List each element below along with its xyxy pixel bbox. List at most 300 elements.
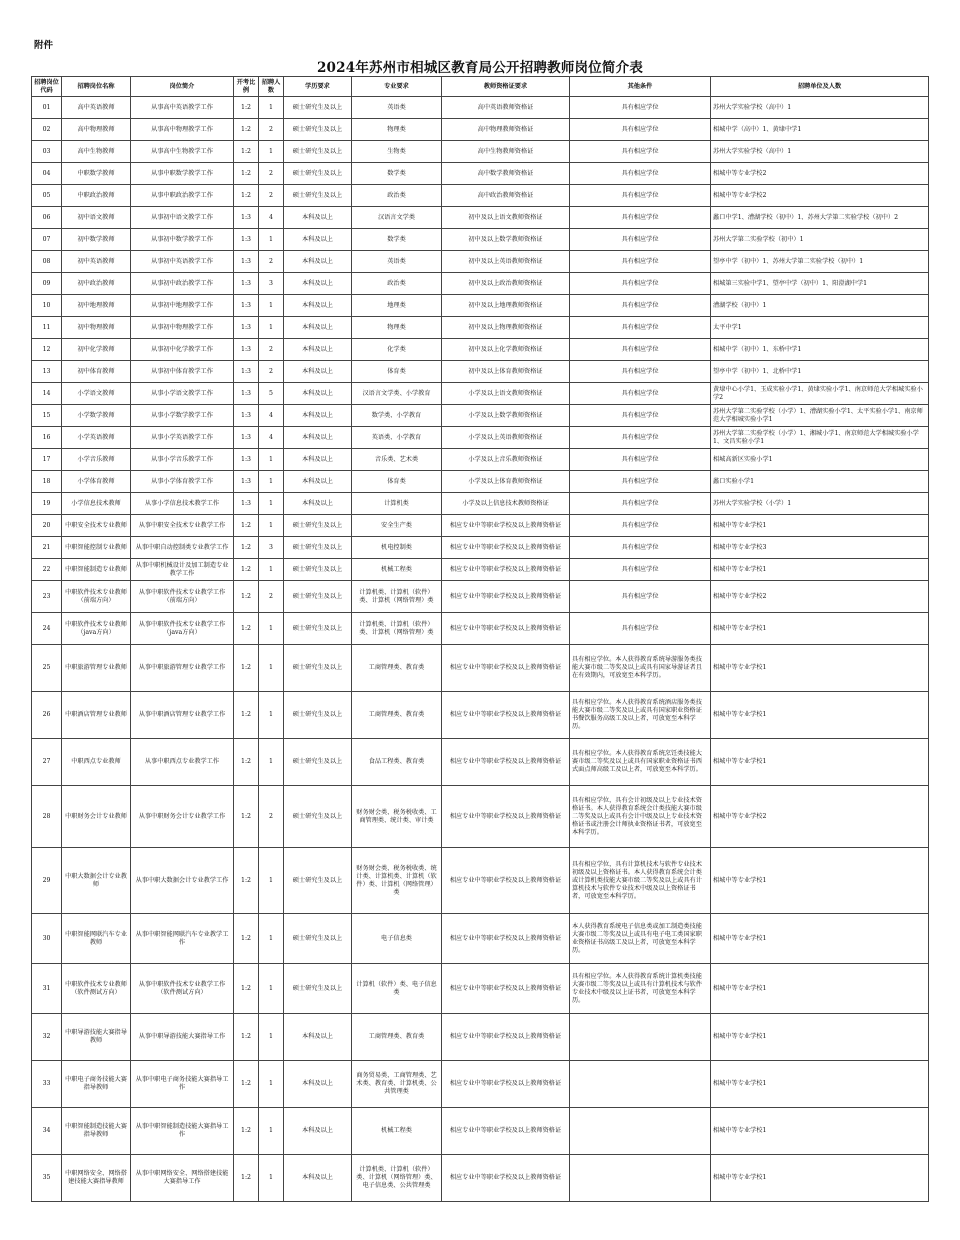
table-row <box>32 1061 929 1108</box>
cell-education: 本科及以上 <box>284 229 352 251</box>
cell-education: 硕士研究生及以上 <box>284 964 352 1014</box>
cell-other-conditions: 具有相应学位 <box>570 339 711 361</box>
cell-post-code: 17 <box>32 449 62 471</box>
cell-headcount: 2 <box>259 163 284 185</box>
cell-hiring-units: 相城中等专业学校1 <box>711 692 929 739</box>
cell-headcount: 1 <box>259 559 284 581</box>
cell-teacher-certificate: 高中物理教师资格证 <box>442 119 570 141</box>
table-row <box>32 273 929 295</box>
cell-teacher-certificate: 相应专业中等职业学校及以上教师资格证 <box>442 581 570 613</box>
cell-exam-ratio: 1:3 <box>234 361 259 383</box>
cell-exam-ratio: 1:2 <box>234 559 259 581</box>
table-row <box>32 339 929 361</box>
cell-teacher-certificate: 高中政治教师资格证 <box>442 185 570 207</box>
cell-other-conditions: 具有相应学位。本人获得教育系统导游服务类技能大赛市级二等奖及以上或具有国家导游证者且在有效期内，可放宽至本科学历。 <box>570 645 711 692</box>
cell-post-code: 02 <box>32 119 62 141</box>
cell-post-name: 中职大数据会计专业教师 <box>62 848 131 914</box>
cell-headcount: 1 <box>259 914 284 964</box>
cell-major: 汉语言文学类 <box>352 207 442 229</box>
cell-post-description: 从事中职数学教学工作 <box>131 163 234 185</box>
cell-hiring-units: 相城中等专业学校1 <box>711 1061 929 1108</box>
cell-teacher-certificate: 初中及以上数学教师资格证 <box>442 229 570 251</box>
cell-hiring-units: 望亭中学（初中）1、苏州大学第二实验学校（初中）1 <box>711 251 929 273</box>
cell-exam-ratio: 1:3 <box>234 471 259 493</box>
cell-exam-ratio: 1:3 <box>234 207 259 229</box>
header-education: 学历要求 <box>284 77 352 97</box>
cell-post-name: 中职数学教师 <box>62 163 131 185</box>
cell-post-name: 中职智能控制专业教师 <box>62 537 131 559</box>
cell-headcount: 2 <box>259 581 284 613</box>
cell-other-conditions: 具有相应学位 <box>570 317 711 339</box>
cell-exam-ratio: 1:2 <box>234 613 259 645</box>
cell-exam-ratio: 1:3 <box>234 405 259 427</box>
cell-education: 硕士研究生及以上 <box>284 581 352 613</box>
cell-teacher-certificate: 相应专业中等职业学校及以上教师资格证 <box>442 645 570 692</box>
table-row <box>32 786 929 848</box>
cell-post-code: 22 <box>32 559 62 581</box>
cell-post-description: 从事中职西点专业教学工作 <box>131 739 234 786</box>
cell-other-conditions: 具有相应学位 <box>570 273 711 295</box>
cell-major: 商务贸易类、工商管理类、艺术类、教育类、计算机类、公共管理类 <box>352 1061 442 1108</box>
cell-hiring-units: 相城中等专业学校1 <box>711 1155 929 1202</box>
cell-post-name: 初中数学教师 <box>62 229 131 251</box>
cell-post-name: 中职西点专业教师 <box>62 739 131 786</box>
cell-education: 硕士研究生及以上 <box>284 163 352 185</box>
cell-post-code: 13 <box>32 361 62 383</box>
cell-hiring-units: 相城中等专业学校2 <box>711 185 929 207</box>
cell-education: 本科及以上 <box>284 1061 352 1108</box>
cell-other-conditions: 具有相应学位 <box>570 405 711 427</box>
table-row <box>32 471 929 493</box>
cell-hiring-units: 苏州大学实验学校（高中）1 <box>711 141 929 163</box>
cell-exam-ratio: 1:2 <box>234 848 259 914</box>
cell-post-description: 从事中职导游技能大赛指导工作 <box>131 1014 234 1061</box>
cell-post-name: 小学英语教师 <box>62 427 131 449</box>
recruitment-table <box>31 76 929 1202</box>
cell-post-code: 27 <box>32 739 62 786</box>
header-headcount: 招聘人数 <box>259 77 284 97</box>
cell-exam-ratio: 1:2 <box>234 1061 259 1108</box>
cell-education: 本科及以上 <box>284 295 352 317</box>
cell-headcount: 1 <box>259 493 284 515</box>
cell-teacher-certificate: 高中英语教师资格证 <box>442 97 570 119</box>
cell-other-conditions: 具有相应学位 <box>570 613 711 645</box>
cell-exam-ratio: 1:3 <box>234 229 259 251</box>
cell-other-conditions: 具有相应学位 <box>570 141 711 163</box>
cell-headcount: 3 <box>259 273 284 295</box>
cell-exam-ratio: 1:2 <box>234 163 259 185</box>
cell-post-code: 34 <box>32 1108 62 1155</box>
cell-post-description: 从事中职财务会计专业教学工作 <box>131 786 234 848</box>
cell-other-conditions: 具有相应学位 <box>570 449 711 471</box>
cell-major: 工商管理类、教育类 <box>352 692 442 739</box>
cell-education: 硕士研究生及以上 <box>284 739 352 786</box>
cell-post-name: 初中政治教师 <box>62 273 131 295</box>
cell-teacher-certificate: 相应专业中等职业学校及以上教师资格证 <box>442 848 570 914</box>
cell-post-description: 从事高中生物教学工作 <box>131 141 234 163</box>
cell-other-conditions: 具有相应学位。本人获得教育系统烹饪类技能大赛市级二等奖及以上或具有国家职业资格证书西式面点师高级工及以上者，可放宽至本科学历。 <box>570 739 711 786</box>
cell-headcount: 2 <box>259 339 284 361</box>
cell-major: 计算机类、计算机（软件）类、计算机（网络管理）类、电子信息类、公共管理类 <box>352 1155 442 1202</box>
cell-exam-ratio: 1:2 <box>234 914 259 964</box>
cell-major: 生物类 <box>352 141 442 163</box>
cell-post-code: 09 <box>32 273 62 295</box>
cell-major: 机械工程类 <box>352 559 442 581</box>
cell-exam-ratio: 1:2 <box>234 692 259 739</box>
cell-headcount: 1 <box>259 739 284 786</box>
cell-post-name: 中职软件技术专业教师（软件测试方向） <box>62 964 131 1014</box>
cell-post-name: 小学数学教师 <box>62 405 131 427</box>
cell-post-name: 中职旅游管理专业教师 <box>62 645 131 692</box>
cell-post-name: 中职电子商务技能大赛指导教师 <box>62 1061 131 1108</box>
cell-teacher-certificate: 初中及以上化学教师资格证 <box>442 339 570 361</box>
cell-headcount: 1 <box>259 141 284 163</box>
cell-post-name: 小学语文教师 <box>62 383 131 405</box>
cell-headcount: 1 <box>259 1061 284 1108</box>
cell-hiring-units: 蠡口中学1、漕湖学校（初中）1、苏州大学第二实验学校（初中）2 <box>711 207 929 229</box>
cell-headcount: 1 <box>259 613 284 645</box>
cell-education: 硕士研究生及以上 <box>284 141 352 163</box>
cell-hiring-units: 相城中等专业学校1 <box>711 1108 929 1155</box>
cell-teacher-certificate: 初中及以上语文教师资格证 <box>442 207 570 229</box>
cell-post-name: 中职智能制造技能大赛指导教师 <box>62 1108 131 1155</box>
cell-post-name: 中职财务会计专业教师 <box>62 786 131 848</box>
cell-post-code: 07 <box>32 229 62 251</box>
cell-headcount: 1 <box>259 229 284 251</box>
table-row <box>32 185 929 207</box>
cell-post-code: 30 <box>32 914 62 964</box>
cell-post-description: 从事中职大数据会计专业教学工作 <box>131 848 234 914</box>
cell-headcount: 1 <box>259 1014 284 1061</box>
cell-education: 本科及以上 <box>284 361 352 383</box>
cell-post-description: 从事初中数学教学工作 <box>131 229 234 251</box>
cell-education: 硕士研究生及以上 <box>284 537 352 559</box>
cell-major: 政治类 <box>352 273 442 295</box>
cell-post-name: 高中物理教师 <box>62 119 131 141</box>
cell-post-code: 24 <box>32 613 62 645</box>
cell-hiring-units: 苏州大学第二实验学校（小学）1、湘城小学1、南京师范大学相城实验小学1、文昌实验小学1 <box>711 427 929 449</box>
cell-post-description: 从事中职酒店管理专业教学工作 <box>131 692 234 739</box>
cell-teacher-certificate: 初中及以上政治教师资格证 <box>442 273 570 295</box>
cell-post-name: 初中化学教师 <box>62 339 131 361</box>
table-row <box>32 1014 929 1061</box>
cell-post-description: 从事中职旅游管理专业教学工作 <box>131 645 234 692</box>
cell-hiring-units: 相城中等专业学校2 <box>711 581 929 613</box>
cell-education: 本科及以上 <box>284 427 352 449</box>
cell-post-code: 06 <box>32 207 62 229</box>
table-header-row <box>32 77 929 97</box>
cell-other-conditions <box>570 1014 711 1061</box>
cell-education: 本科及以上 <box>284 493 352 515</box>
cell-education: 本科及以上 <box>284 1155 352 1202</box>
header-other-conditions: 其他条件 <box>570 77 711 97</box>
cell-exam-ratio: 1:2 <box>234 581 259 613</box>
cell-teacher-certificate: 小学及以上英语教师资格证 <box>442 427 570 449</box>
cell-major: 安全生产类 <box>352 515 442 537</box>
cell-post-description: 从事小学信息技术教学工作 <box>131 493 234 515</box>
cell-other-conditions: 具有相应学位 <box>570 427 711 449</box>
cell-other-conditions: 具有相应学位 <box>570 163 711 185</box>
cell-post-code: 35 <box>32 1155 62 1202</box>
cell-hiring-units: 蠡口实验小学1 <box>711 471 929 493</box>
cell-post-code: 04 <box>32 163 62 185</box>
cell-other-conditions: 具有相应学位 <box>570 251 711 273</box>
cell-post-code: 26 <box>32 692 62 739</box>
cell-post-code: 29 <box>32 848 62 914</box>
cell-exam-ratio: 1:2 <box>234 515 259 537</box>
cell-exam-ratio: 1:2 <box>234 1108 259 1155</box>
cell-teacher-certificate: 相应专业中等职业学校及以上教师资格证 <box>442 559 570 581</box>
cell-teacher-certificate: 高中数学教师资格证 <box>442 163 570 185</box>
cell-post-description: 从事中职智能网联汽车专业教学工作 <box>131 914 234 964</box>
cell-education: 硕士研究生及以上 <box>284 914 352 964</box>
cell-post-code: 10 <box>32 295 62 317</box>
cell-teacher-certificate: 相应专业中等职业学校及以上教师资格证 <box>442 1014 570 1061</box>
cell-hiring-units: 苏州大学实验学校（高中）1 <box>711 97 929 119</box>
cell-other-conditions: 具有相应学位 <box>570 97 711 119</box>
cell-other-conditions: 具有相应学位 <box>570 295 711 317</box>
cell-hiring-units: 相城中学（初中）1、东桥中学1 <box>711 339 929 361</box>
table-row <box>32 361 929 383</box>
cell-major: 音乐类、艺术类 <box>352 449 442 471</box>
cell-major: 物理类 <box>352 317 442 339</box>
cell-post-code: 03 <box>32 141 62 163</box>
cell-major: 物理类 <box>352 119 442 141</box>
cell-education: 本科及以上 <box>284 405 352 427</box>
cell-headcount: 2 <box>259 251 284 273</box>
cell-exam-ratio: 1:2 <box>234 645 259 692</box>
cell-hiring-units: 相城中等专业学校1 <box>711 914 929 964</box>
cell-teacher-certificate: 初中及以上地理教师资格证 <box>442 295 570 317</box>
cell-education: 硕士研究生及以上 <box>284 786 352 848</box>
cell-headcount: 4 <box>259 427 284 449</box>
cell-education: 硕士研究生及以上 <box>284 97 352 119</box>
cell-hiring-units: 黄埭中心小学1、玉成实验小学1、黄埭实验小学1、南京师范大学相城实验小学2 <box>711 383 929 405</box>
cell-major: 英语类、小学教育 <box>352 427 442 449</box>
cell-major: 英语类 <box>352 97 442 119</box>
cell-exam-ratio: 1:3 <box>234 273 259 295</box>
cell-post-description: 从事初中体育教学工作 <box>131 361 234 383</box>
cell-other-conditions: 具有相应学位 <box>570 559 711 581</box>
cell-headcount: 1 <box>259 692 284 739</box>
cell-post-name: 中职软件技术专业教师（java方向） <box>62 613 131 645</box>
cell-major: 工商管理类、教育类 <box>352 1014 442 1061</box>
cell-hiring-units: 相城高新区实验小学1 <box>711 449 929 471</box>
table-row <box>32 1155 929 1202</box>
cell-exam-ratio: 1:3 <box>234 493 259 515</box>
cell-hiring-units: 相城中等专业学校1 <box>711 1014 929 1061</box>
cell-hiring-units: 太平中学1 <box>711 317 929 339</box>
cell-major: 工商管理类、教育类 <box>352 645 442 692</box>
cell-post-description: 从事中职政治教学工作 <box>131 185 234 207</box>
cell-headcount: 1 <box>259 449 284 471</box>
cell-major: 英语类 <box>352 251 442 273</box>
cell-post-description: 从事初中语文教学工作 <box>131 207 234 229</box>
cell-other-conditions: 具有相应学位 <box>570 471 711 493</box>
cell-hiring-units: 相城中学（高中）1、黄埭中学1 <box>711 119 929 141</box>
cell-headcount: 1 <box>259 645 284 692</box>
cell-hiring-units: 苏州大学第二实验学校（小学）1、漕湖实验小学1、太平实验小学1、南京师范大学相城实验小学1 <box>711 405 929 427</box>
cell-major: 机电控制类 <box>352 537 442 559</box>
cell-exam-ratio: 1:2 <box>234 97 259 119</box>
cell-hiring-units: 相城中等专业学校1 <box>711 645 929 692</box>
cell-post-code: 31 <box>32 964 62 1014</box>
table-row <box>32 964 929 1014</box>
cell-education: 本科及以上 <box>284 317 352 339</box>
cell-post-code: 12 <box>32 339 62 361</box>
table-row <box>32 251 929 273</box>
cell-hiring-units: 苏州大学第二实验学校（初中）1 <box>711 229 929 251</box>
table-row <box>32 163 929 185</box>
cell-post-description: 从事中职电子商务技能大赛指导工作 <box>131 1061 234 1108</box>
cell-post-description: 从事初中化学教学工作 <box>131 339 234 361</box>
cell-post-code: 05 <box>32 185 62 207</box>
cell-post-name: 中职软件技术专业教师（前端方向） <box>62 581 131 613</box>
cell-post-description: 从事小学数学教学工作 <box>131 405 234 427</box>
cell-teacher-certificate: 初中及以上英语教师资格证 <box>442 251 570 273</box>
cell-post-name: 中职网络安全、网络搭建技能大赛指导教师 <box>62 1155 131 1202</box>
cell-post-name: 初中地理教师 <box>62 295 131 317</box>
table-row <box>32 559 929 581</box>
cell-hiring-units: 相城中等专业学校1 <box>711 848 929 914</box>
cell-exam-ratio: 1:2 <box>234 786 259 848</box>
cell-headcount: 2 <box>259 119 284 141</box>
cell-post-description: 从事中职机械设计及加工制造专业教学工作 <box>131 559 234 581</box>
cell-post-name: 小学音乐教师 <box>62 449 131 471</box>
cell-post-code: 14 <box>32 383 62 405</box>
cell-other-conditions: 本人获得教育系统电子信息类或加工制造类技能大赛市级二等奖及以上或具有电子电工类国家职业资格证书高级工及以上者，可放宽至本科学历。 <box>570 914 711 964</box>
cell-post-name: 初中英语教师 <box>62 251 131 273</box>
cell-exam-ratio: 1:3 <box>234 295 259 317</box>
cell-exam-ratio: 1:2 <box>234 1014 259 1061</box>
table-row <box>32 739 929 786</box>
table-row <box>32 515 929 537</box>
cell-post-code: 21 <box>32 537 62 559</box>
table-row <box>32 581 929 613</box>
cell-post-description: 从事小学体育教学工作 <box>131 471 234 493</box>
cell-other-conditions: 具有相应学位 <box>570 185 711 207</box>
header-major: 专业要求 <box>352 77 442 97</box>
table-row <box>32 97 929 119</box>
cell-post-description: 从事高中英语教学工作 <box>131 97 234 119</box>
cell-teacher-certificate: 初中及以上物理教师资格证 <box>442 317 570 339</box>
cell-major: 汉语言文学类、小学教育 <box>352 383 442 405</box>
cell-other-conditions <box>570 1155 711 1202</box>
cell-post-name: 中职政治教师 <box>62 185 131 207</box>
cell-teacher-certificate: 相应专业中等职业学校及以上教师资格证 <box>442 739 570 786</box>
cell-teacher-certificate: 相应专业中等职业学校及以上教师资格证 <box>442 537 570 559</box>
cell-hiring-units: 望亭中学（初中）1、北桥中学1 <box>711 361 929 383</box>
cell-exam-ratio: 1:2 <box>234 141 259 163</box>
cell-post-description: 从事初中政治教学工作 <box>131 273 234 295</box>
cell-post-code: 08 <box>32 251 62 273</box>
cell-education: 本科及以上 <box>284 1014 352 1061</box>
cell-education: 本科及以上 <box>284 1108 352 1155</box>
cell-education: 硕士研究生及以上 <box>284 185 352 207</box>
cell-headcount: 3 <box>259 537 284 559</box>
cell-post-name: 初中体育教师 <box>62 361 131 383</box>
table-row <box>32 914 929 964</box>
cell-other-conditions: 具有相应学位 <box>570 581 711 613</box>
cell-teacher-certificate: 初中及以上体育教师资格证 <box>442 361 570 383</box>
cell-post-name: 小学信息技术教师 <box>62 493 131 515</box>
cell-post-description: 从事小学英语教学工作 <box>131 427 234 449</box>
cell-post-description: 从事中职软件技术专业教学工作（java方向） <box>131 613 234 645</box>
cell-post-name: 中职智能制造专业教师 <box>62 559 131 581</box>
cell-post-description: 从事中职软件技术专业教学工作（前端方向） <box>131 581 234 613</box>
cell-other-conditions: 具有相应学位。本人获得教育系统计算机类技能大赛市级二等奖及以上或具有计算机技术与软件专业技术中级及以上证书者，可放宽至本科学历。 <box>570 964 711 1014</box>
table-row <box>32 119 929 141</box>
cell-education: 硕士研究生及以上 <box>284 692 352 739</box>
cell-headcount: 1 <box>259 97 284 119</box>
cell-post-code: 28 <box>32 786 62 848</box>
cell-major: 财务财会类、税务税收类、统计类、计算机类、计算机（软件）类、计算机（网络管理）类 <box>352 848 442 914</box>
cell-headcount: 1 <box>259 848 284 914</box>
cell-post-description: 从事中职网络安全、网络搭建技能大赛指导工作 <box>131 1155 234 1202</box>
cell-post-name: 中职酒店管理专业教师 <box>62 692 131 739</box>
cell-post-code: 33 <box>32 1061 62 1108</box>
cell-post-description: 从事中职智能制造技能大赛指导工作 <box>131 1108 234 1155</box>
cell-major: 体育类 <box>352 361 442 383</box>
table-row <box>32 848 929 914</box>
cell-other-conditions <box>570 1061 711 1108</box>
header-post-description: 岗位简介 <box>131 77 234 97</box>
cell-other-conditions: 具有相应学位 <box>570 515 711 537</box>
cell-major: 计算机类、计算机（软件）类、计算机（网络管理）类 <box>352 613 442 645</box>
cell-major: 数学类 <box>352 163 442 185</box>
header-post-name: 招聘岗位名称 <box>62 77 131 97</box>
cell-post-name: 中职导游技能大赛指导教师 <box>62 1014 131 1061</box>
cell-headcount: 2 <box>259 361 284 383</box>
cell-hiring-units: 相城中等专业学校1 <box>711 964 929 1014</box>
cell-teacher-certificate: 相应专业中等职业学校及以上教师资格证 <box>442 964 570 1014</box>
cell-education: 本科及以上 <box>284 207 352 229</box>
cell-other-conditions: 具有相应学位 <box>570 537 711 559</box>
cell-hiring-units: 相城中等专业学校1 <box>711 613 929 645</box>
cell-teacher-certificate: 小学及以上数学教师资格证 <box>442 405 570 427</box>
cell-major: 体育类 <box>352 471 442 493</box>
cell-headcount: 5 <box>259 383 284 405</box>
cell-teacher-certificate: 相应专业中等职业学校及以上教师资格证 <box>442 515 570 537</box>
cell-education: 硕士研究生及以上 <box>284 613 352 645</box>
cell-education: 本科及以上 <box>284 383 352 405</box>
cell-major: 化学类 <box>352 339 442 361</box>
cell-post-code: 20 <box>32 515 62 537</box>
cell-post-code: 18 <box>32 471 62 493</box>
cell-post-name: 中职智能网联汽车专业教师 <box>62 914 131 964</box>
header-exam-ratio: 开考比例 <box>234 77 259 97</box>
table-row <box>32 141 929 163</box>
cell-post-code: 23 <box>32 581 62 613</box>
cell-hiring-units: 相城中等专业学校1 <box>711 559 929 581</box>
cell-headcount: 4 <box>259 405 284 427</box>
cell-other-conditions: 具有相应学位。本人获得教育系统酒店服务类技能大赛市级二等奖及以上或具有国家职业资格证书餐饮服务高级工及以上者，可放宽至本科学历。 <box>570 692 711 739</box>
cell-education: 本科及以上 <box>284 251 352 273</box>
cell-other-conditions: 具有相应学位 <box>570 207 711 229</box>
cell-major: 数学类、小学教育 <box>352 405 442 427</box>
cell-post-description: 从事初中英语教学工作 <box>131 251 234 273</box>
cell-education: 硕士研究生及以上 <box>284 848 352 914</box>
cell-headcount: 1 <box>259 515 284 537</box>
cell-headcount: 1 <box>259 964 284 1014</box>
table-row <box>32 317 929 339</box>
cell-post-description: 从事中职自动控制类专业教学工作 <box>131 537 234 559</box>
cell-hiring-units: 相城中等专业学校2 <box>711 786 929 848</box>
cell-education: 硕士研究生及以上 <box>284 119 352 141</box>
cell-teacher-certificate: 小学及以上信息技术教师资格证 <box>442 493 570 515</box>
cell-exam-ratio: 1:2 <box>234 537 259 559</box>
cell-post-name: 初中语文教师 <box>62 207 131 229</box>
